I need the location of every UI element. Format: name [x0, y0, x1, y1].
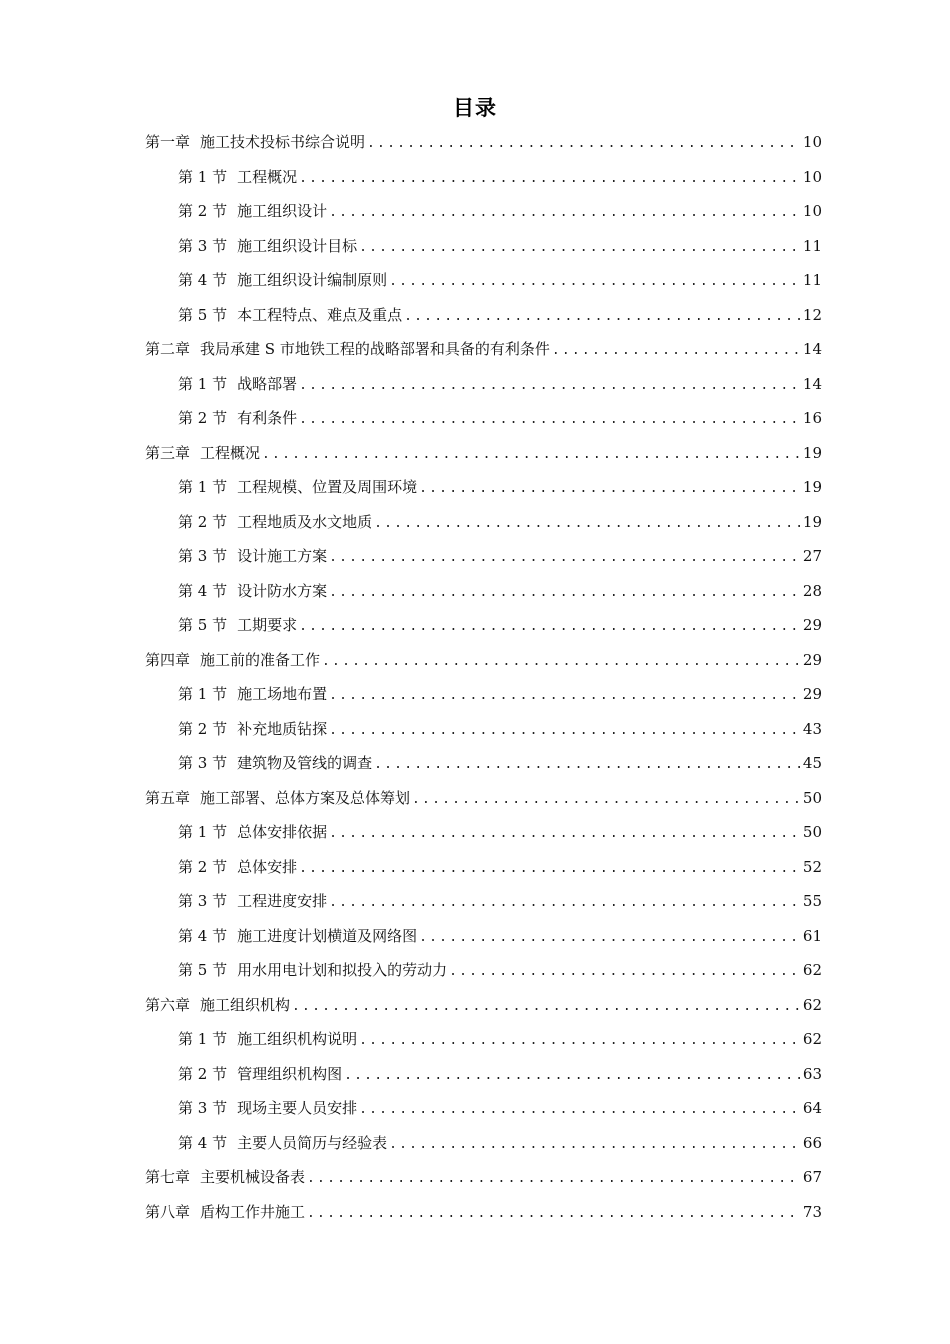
entry-label	[145, 132, 365, 152]
entry-label	[178, 1064, 342, 1084]
entry-page-number: 62	[802, 961, 822, 979]
toc-section-entry[interactable]	[145, 236, 822, 271]
entry-text: 设计防水方案	[237, 581, 328, 600]
dot-leader	[367, 134, 800, 154]
entry-label	[145, 339, 550, 359]
dot-leader	[359, 238, 800, 258]
entry-page-number: 52	[802, 857, 822, 876]
entry-text: 用水用电计划和拟投入的劳动力	[237, 961, 448, 979]
entry-text: 战略部署	[237, 374, 298, 393]
toc-chapter-entry[interactable]	[145, 650, 822, 685]
entry-page-number: 14	[802, 374, 822, 393]
dot-leader	[307, 1169, 800, 1189]
entry-number: 第 5 节	[178, 616, 228, 634]
toc-section-entry[interactable]	[145, 581, 822, 616]
entry-label	[178, 719, 327, 739]
entry-label	[178, 960, 447, 980]
toc-section-entry[interactable]	[145, 891, 822, 926]
toc-section-entry[interactable]	[145, 960, 822, 995]
entry-page-number: 50	[802, 788, 822, 807]
entry-page-number: 19	[802, 478, 822, 496]
entry-page-number: 19	[802, 512, 822, 531]
dot-leader	[262, 445, 800, 465]
entry-text: 补充地质钻探	[237, 719, 328, 738]
entry-label	[178, 753, 372, 773]
entry-number: 第 4 节	[178, 271, 228, 289]
entry-page-number: 14	[802, 340, 822, 358]
entry-label	[145, 1167, 305, 1187]
entry-text: 施工组织设计	[237, 202, 328, 220]
entry-label	[178, 270, 387, 290]
entry-number: 第 2 节	[178, 202, 228, 220]
entry-label	[178, 546, 327, 566]
entry-label	[178, 857, 297, 877]
entry-number: 第 3 节	[178, 892, 228, 910]
entry-label	[178, 1098, 357, 1118]
entry-page-number: 10	[802, 133, 822, 151]
entry-text: 施工场地布置	[237, 685, 328, 703]
entry-text: 工程进度安排	[237, 892, 328, 910]
entry-page-number: 55	[802, 892, 822, 910]
dot-leader	[329, 583, 800, 603]
entry-number: 第 2 节	[178, 719, 228, 738]
dot-leader	[329, 893, 800, 913]
entry-number: 第 4 节	[178, 581, 228, 600]
toc-section-entry[interactable]	[145, 1064, 822, 1099]
entry-page-number: 10	[802, 202, 822, 220]
entry-page-number: 11	[802, 236, 822, 255]
entry-page-number: 50	[802, 823, 822, 841]
entry-number: 第三章	[145, 443, 191, 462]
entry-text: 工程地质及水文地质	[237, 512, 373, 531]
entry-text: 施工技术投标书综合说明	[200, 133, 366, 151]
entry-number: 第七章	[145, 1168, 191, 1186]
entry-text: 现场主要人员安排	[237, 1099, 358, 1117]
toc-section-entry[interactable]	[145, 684, 822, 719]
toc-section-entry[interactable]	[145, 408, 822, 443]
entry-number: 第 5 节	[178, 305, 228, 324]
entry-text: 施工组织设计编制原则	[237, 271, 388, 289]
dot-leader	[374, 514, 800, 534]
entry-number: 第 2 节	[178, 512, 228, 531]
entry-page-number: 27	[802, 547, 822, 565]
entry-text: 管理组织机构图	[237, 1064, 343, 1083]
entry-label	[178, 684, 327, 704]
entry-page-number: 43	[802, 719, 822, 738]
entry-number: 第 2 节	[178, 1064, 228, 1083]
entry-number: 第 1 节	[178, 167, 228, 186]
entry-label	[178, 236, 357, 256]
dot-leader	[299, 169, 800, 189]
entry-label	[178, 512, 372, 532]
dot-leader	[329, 686, 800, 706]
entry-text: 本工程特点、难点及重点	[237, 305, 403, 324]
dot-leader	[299, 617, 800, 637]
dot-leader	[299, 859, 800, 879]
entry-page-number: 63	[802, 1064, 822, 1083]
entry-number: 第 1 节	[178, 685, 228, 703]
entry-number: 第六章	[145, 995, 191, 1014]
dot-leader	[449, 962, 800, 982]
dot-leader	[299, 410, 800, 430]
toc-section-entry[interactable]	[145, 753, 822, 788]
toc-chapter-entry[interactable]	[145, 995, 822, 1030]
entry-number: 第 4 节	[178, 926, 228, 945]
entry-label	[145, 788, 410, 808]
entry-label	[145, 995, 290, 1015]
entry-number: 第 4 节	[178, 1133, 228, 1152]
dot-leader	[344, 1066, 800, 1086]
entry-page-number: 28	[802, 581, 822, 600]
dot-leader	[389, 1135, 800, 1155]
entry-number: 第四章	[145, 650, 191, 669]
entry-text: 总体安排依据	[237, 823, 328, 841]
toc-section-entry[interactable]	[145, 1098, 822, 1133]
entry-text: 盾构工作井施工	[200, 1202, 306, 1221]
entry-text: 总体安排	[237, 857, 298, 876]
entry-page-number: 67	[802, 1168, 822, 1186]
toc-section-entry[interactable]	[145, 512, 822, 547]
toc-chapter-entry[interactable]	[145, 1202, 822, 1237]
entry-number: 第五章	[145, 788, 191, 807]
entry-page-number: 64	[802, 1099, 822, 1117]
entry-page-number: 45	[802, 754, 822, 772]
entry-number: 第 3 节	[178, 236, 228, 255]
toc-chapter-entry[interactable]	[145, 788, 822, 823]
entry-label	[178, 477, 417, 497]
toc-title: 目录	[453, 96, 497, 120]
toc-section-entry[interactable]	[145, 926, 822, 961]
toc-chapter-entry[interactable]	[145, 339, 822, 374]
entry-number: 第 1 节	[178, 478, 228, 496]
entry-number: 第 1 节	[178, 1030, 228, 1048]
entry-text: 施工进度计划横道及网络图	[237, 926, 418, 945]
entry-number: 第 1 节	[178, 823, 228, 841]
entry-text: 有利条件	[237, 409, 298, 427]
entry-text: 工程概况	[237, 167, 298, 186]
entry-number: 第 3 节	[178, 754, 228, 772]
entry-text: 主要人员简历与经验表	[237, 1133, 388, 1152]
entry-number: 第八章	[145, 1202, 191, 1221]
entry-page-number: 12	[802, 305, 822, 324]
entry-number: 第 1 节	[178, 374, 228, 393]
entry-page-number: 62	[802, 995, 822, 1014]
entry-number: 第二章	[145, 340, 191, 358]
dot-leader	[359, 1031, 800, 1051]
dot-leader	[292, 997, 800, 1017]
dot-leader	[307, 1204, 800, 1224]
entry-label	[178, 926, 417, 946]
dot-leader	[374, 755, 800, 775]
entry-page-number: 66	[802, 1133, 822, 1152]
entry-page-number: 19	[802, 443, 822, 462]
entry-text: 工期要求	[237, 616, 298, 634]
dot-leader	[329, 721, 800, 741]
dot-leader	[329, 203, 800, 223]
toc-section-entry[interactable]	[145, 167, 822, 202]
toc-list	[145, 132, 822, 1236]
entry-page-number: 61	[802, 926, 822, 945]
dot-leader	[322, 652, 800, 672]
entry-number: 第一章	[145, 133, 191, 151]
toc-section-entry[interactable]	[145, 615, 822, 650]
toc-section-entry[interactable]	[145, 374, 822, 409]
entry-page-number: 62	[802, 1030, 822, 1048]
toc-chapter-entry[interactable]	[145, 132, 822, 167]
dot-leader	[404, 307, 800, 327]
entry-text: 工程概况	[200, 443, 261, 462]
entry-label	[178, 201, 327, 221]
entry-label	[145, 443, 260, 463]
entry-text: 建筑物及管线的调查	[237, 754, 373, 772]
entry-text: 施工前的准备工作	[200, 650, 321, 669]
entry-page-number: 11	[802, 271, 822, 289]
entry-text: 设计施工方案	[237, 547, 328, 565]
dot-leader	[329, 548, 800, 568]
entry-number: 第 2 节	[178, 857, 228, 876]
dot-leader	[299, 376, 800, 396]
entry-label	[178, 167, 297, 187]
entry-text: 我局承建 S 市地铁工程的战略部署和具备的有利条件	[200, 340, 550, 358]
toc-section-entry[interactable]	[145, 857, 822, 892]
dot-leader	[419, 928, 800, 948]
toc-section-entry[interactable]	[145, 270, 822, 305]
entry-number: 第 5 节	[178, 961, 228, 979]
entry-label	[145, 650, 320, 670]
toc-section-entry[interactable]	[145, 822, 822, 857]
toc-section-entry[interactable]	[145, 1133, 822, 1168]
entry-label	[178, 581, 327, 601]
entry-number: 第 2 节	[178, 409, 228, 427]
entry-text: 施工部署、总体方案及总体筹划	[200, 788, 411, 807]
toc-section-entry[interactable]	[145, 719, 822, 754]
toc-section-entry[interactable]	[145, 477, 822, 512]
entry-page-number: 10	[802, 167, 822, 186]
entry-label	[178, 1029, 357, 1049]
entry-page-number: 29	[802, 685, 822, 703]
entry-text: 施工组织设计目标	[237, 236, 358, 255]
entry-label	[145, 1202, 305, 1222]
entry-text: 施工组织机构	[200, 995, 291, 1014]
toc-chapter-entry[interactable]	[145, 1167, 822, 1202]
entry-page-number: 29	[802, 616, 822, 634]
entry-text: 主要机械设备表	[200, 1168, 306, 1186]
toc-section-entry[interactable]	[145, 546, 822, 581]
entry-text: 工程规模、位置及周围环境	[237, 478, 418, 496]
entry-text: 施工组织机构说明	[237, 1030, 358, 1048]
entry-label	[178, 305, 402, 325]
entry-page-number: 16	[802, 409, 822, 427]
entry-number: 第 3 节	[178, 547, 228, 565]
entry-page-number: 73	[802, 1202, 822, 1221]
entry-label	[178, 822, 327, 842]
toc-section-entry[interactable]	[145, 1029, 822, 1064]
toc-section-entry[interactable]	[145, 201, 822, 236]
entry-label	[178, 374, 297, 394]
toc-chapter-entry[interactable]	[145, 443, 822, 478]
dot-leader	[412, 790, 800, 810]
dot-leader	[389, 272, 800, 292]
entry-number: 第 3 节	[178, 1099, 228, 1117]
entry-label	[178, 615, 297, 635]
entry-label	[178, 408, 297, 428]
toc-section-entry[interactable]	[145, 305, 822, 340]
dot-leader	[552, 341, 800, 361]
dot-leader	[419, 479, 800, 499]
entry-label	[178, 891, 327, 911]
dot-leader	[359, 1100, 800, 1120]
entry-label	[178, 1133, 387, 1153]
entry-page-number: 29	[802, 650, 822, 669]
dot-leader	[329, 824, 800, 844]
